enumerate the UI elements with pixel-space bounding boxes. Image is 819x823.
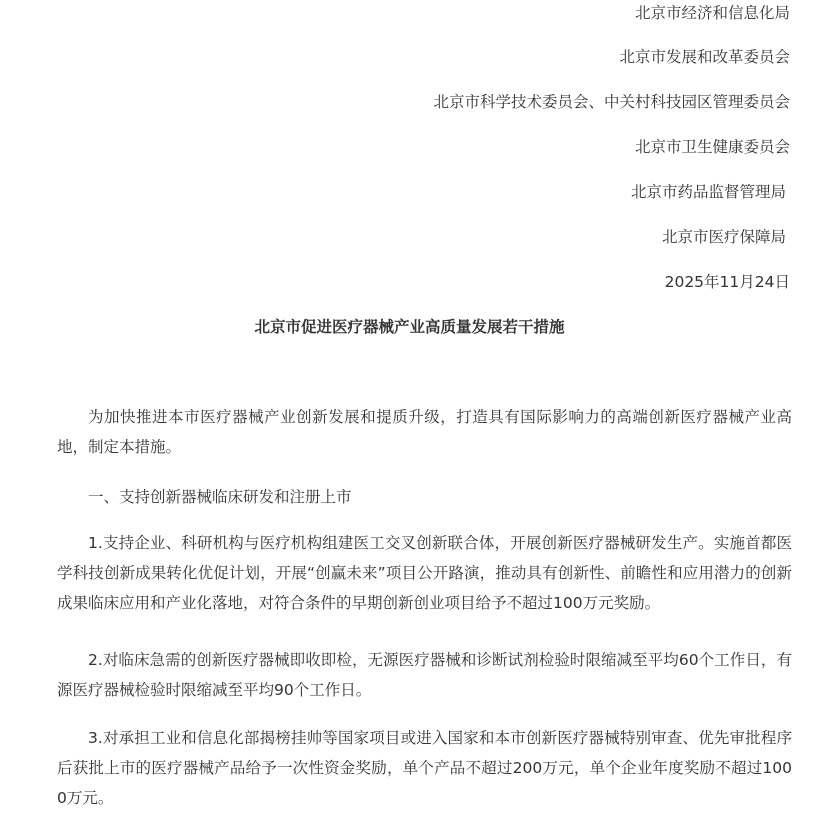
issuer-line-2: 北京市发展和改革委员会 bbox=[619, 48, 790, 66]
document-date: 2025年11月24日 bbox=[664, 273, 790, 291]
issuer-line-4: 北京市卫生健康委员会 bbox=[634, 138, 790, 156]
measure-paragraph-3: 3.对承担工业和信息化部揭榜挂帅等国家项目或进入国家和本市创新医疗器械特别审查、优先审批程序后获批上市的医疗器械产品给予一次性资金奖励，单个产品不超过200万元，单个企业年度奖励不超过1000万元。 bbox=[57, 729, 792, 807]
issuer-line-6: 北京市医疗保障局 bbox=[661, 228, 786, 246]
issuer-line-3: 北京市科学技术委员会、中关村科技园区管理委员会 bbox=[433, 93, 790, 111]
measure-paragraph-2: 2.对临床急需的创新医疗器械即收即检，无源医疗器械和诊断试剂检验时限缩减至平均60个工作日，有源医疗器械检验时限缩减至平均90个工作日。 bbox=[57, 651, 792, 699]
issuer-line-5: 北京市药品监督管理局 bbox=[630, 183, 786, 201]
issuer-line-1: 北京市经济和信息化局 bbox=[634, 4, 790, 22]
intro-paragraph: 为加快推进本市医疗器械产业创新发展和提质升级，打造具有国际影响力的高端创新医疗器械产业高地，制定本措施。 bbox=[57, 408, 792, 456]
measure-paragraph-1: 1.支持企业、科研机构与医疗机构组建医工交叉创新联合体，开展创新医疗器械研发生产。实施首都医学科技创新成果转化优促计划，开展“创赢未来”项目公开路演，推动具有创新性、前瞻性和应用潜力的创新成果临床应用和产业化落地，对符合条件的早期创新创业项目给予不超过100万元奖励。 bbox=[57, 534, 792, 612]
document-title: 北京市促进医疗器械产业高质量发展若干措施 bbox=[254, 318, 565, 336]
section-heading-1: 一、支持创新器械临床研发和注册上市 bbox=[88, 488, 352, 506]
